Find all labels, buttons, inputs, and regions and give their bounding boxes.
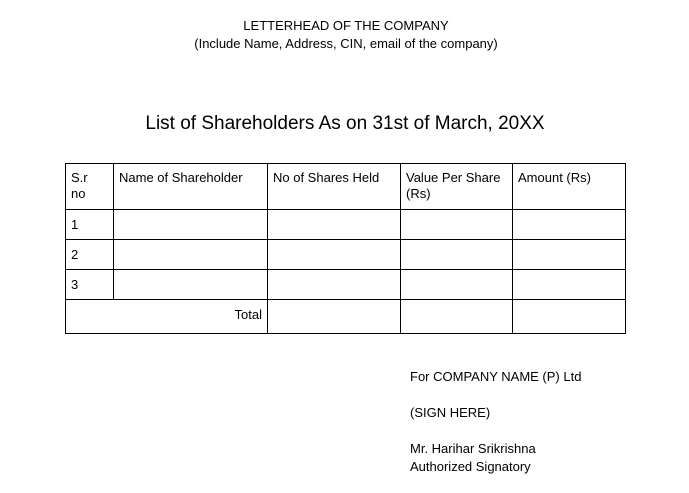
table-row — [66, 240, 626, 270]
header-no-of-shares: No of Shares Held — [268, 164, 401, 210]
cell-total-value — [401, 300, 513, 334]
cell-shares-held — [268, 210, 401, 240]
letterhead-title: LETTERHEAD OF THE COMPANY — [243, 18, 449, 33]
shareholders-table — [65, 163, 626, 334]
cell-value-per-share — [401, 270, 513, 300]
cell-amount — [513, 210, 626, 240]
signatory-title: Authorized Signatory — [410, 459, 531, 474]
table-total-row — [66, 300, 626, 334]
table-header-row — [66, 164, 626, 210]
cell-shares-held — [268, 270, 401, 300]
signature-block — [410, 368, 581, 476]
signatory-name: Mr. Harihar Srikrishna — [410, 441, 536, 456]
header-amount: Amount (Rs) — [513, 164, 626, 210]
signature-for-company: For COMPANY NAME (P) Ltd — [410, 369, 582, 384]
cell-shareholder-name — [114, 270, 268, 300]
cell-amount — [513, 240, 626, 270]
cell-sr-no: 1 — [66, 210, 114, 240]
header-sr-no-line2: no — [71, 186, 86, 201]
header-value-per-share: Value Per Share (Rs) — [401, 164, 513, 210]
cell-total-amount — [513, 300, 626, 334]
cell-shares-held — [268, 240, 401, 270]
letterhead — [0, 17, 689, 53]
document-title: List of Shareholders As on 31st of March, 20XX — [145, 113, 545, 134]
table-row — [66, 270, 626, 300]
cell-value-per-share — [401, 240, 513, 270]
cell-amount — [513, 270, 626, 300]
signature-sign-here: (SIGN HERE) — [410, 405, 491, 420]
cell-sr-no: 3 — [66, 270, 114, 300]
header-sr-no-line1: S.r — [71, 170, 88, 185]
cell-sr-no: 2 — [66, 240, 114, 270]
spacer — [410, 422, 581, 440]
cell-shareholder-name — [114, 240, 268, 270]
letterhead-instructions: (Include Name, Address, CIN, email of the company) — [194, 36, 498, 51]
cell-total-label: Total — [66, 300, 268, 334]
header-sr-no — [66, 164, 114, 210]
spacer — [410, 386, 581, 404]
cell-value-per-share — [401, 210, 513, 240]
cell-shareholder-name — [114, 210, 268, 240]
table-row — [66, 210, 626, 240]
cell-total-shares — [268, 300, 401, 334]
header-name-of-shareholder: Name of Shareholder — [114, 164, 268, 210]
